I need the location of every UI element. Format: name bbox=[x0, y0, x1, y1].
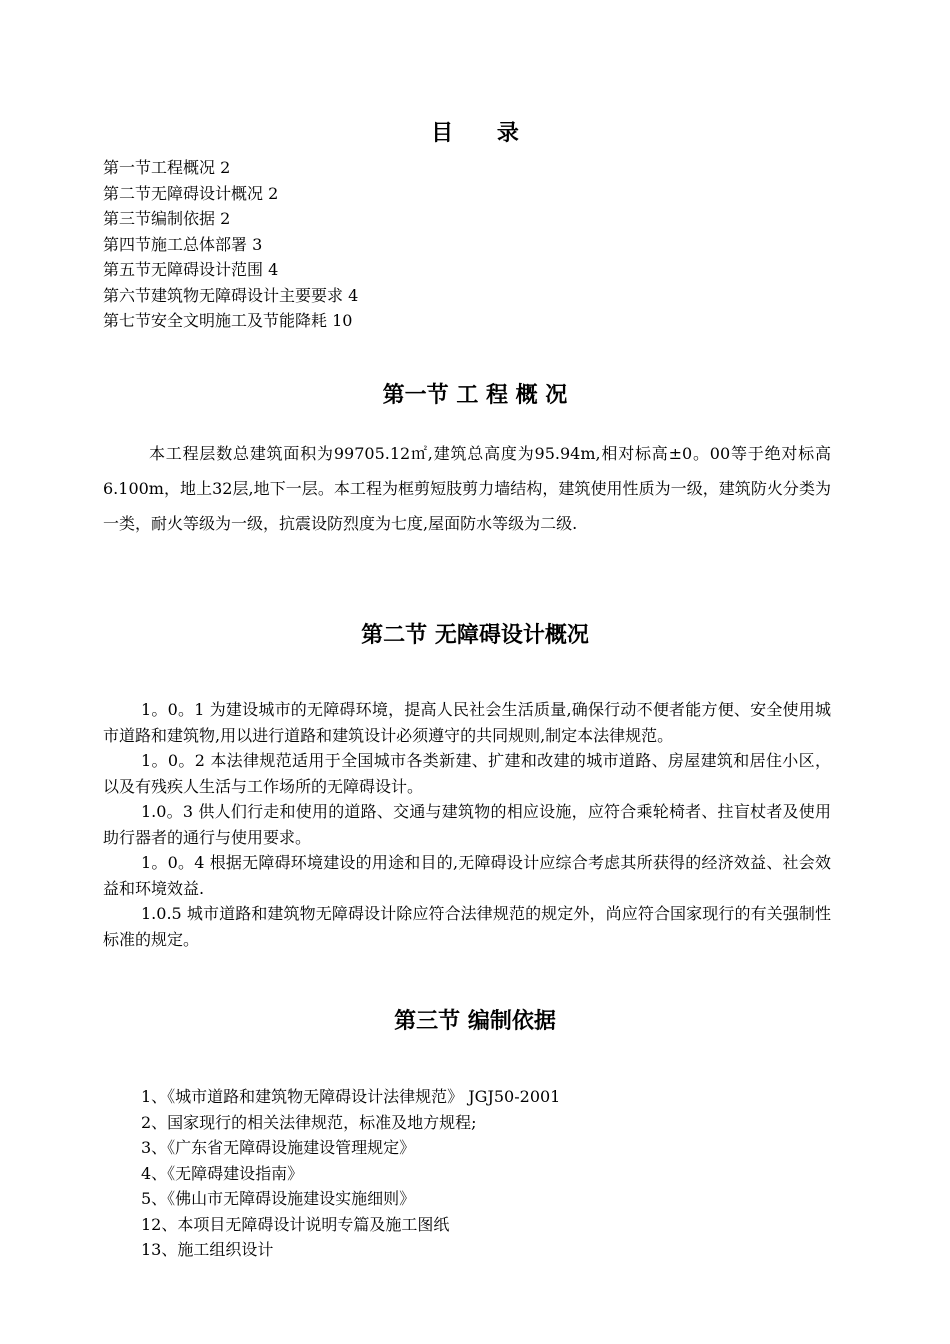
toc-item[interactable]: 第一节工程概况 2 bbox=[103, 158, 231, 177]
clause-paragraph: 1.0。3 供人们行走和使用的道路、交通与建筑物的相应设施，应符合乘轮椅者、拄盲杖者及使用助行器者的通行与使用要求。 bbox=[103, 802, 831, 847]
table-of-contents bbox=[103, 155, 358, 334]
reference-item: 1、《城市道路和建筑物无障碍设计法律规范》 JGJ50-2001 bbox=[141, 1087, 561, 1106]
reference-item: 12、本项目无障碍设计说明专篇及施工图纸 bbox=[141, 1214, 450, 1234]
toc-item[interactable]: 第四节施工总体部署 3 bbox=[103, 234, 263, 254]
reference-list bbox=[141, 1084, 560, 1263]
clause-paragraph: 1。0。2 本法律规范适用于全国城市各类新建、扩建和改建的城市道路、房屋建筑和居住小区，以及有残疾人生活与工作场所的无障碍设计。 bbox=[103, 751, 831, 796]
toc-item[interactable]: 第七节安全文明施工及节能降耗 10 bbox=[103, 311, 353, 330]
clause-paragraph: 1。0。4 根据无障碍环境建设的用途和目的,无障碍设计应综合考虑其所获得的经济效益、社会效益和环境效益. bbox=[103, 853, 831, 898]
toc-title: 目 录 bbox=[431, 121, 537, 146]
clause-paragraph: 1.0.5 城市道路和建筑物无障碍设计除应符合法律规范的规定外，尚应符合国家现行的有关强制性标准的规定。 bbox=[103, 904, 831, 949]
toc-item[interactable]: 第五节无障碍设计范围 4 bbox=[103, 260, 279, 279]
reference-item: 3、《广东省无障碍设施建设管理规定》 bbox=[141, 1138, 416, 1157]
toc-item[interactable]: 第三节编制依据 2 bbox=[103, 209, 231, 228]
section2-clauses bbox=[103, 697, 831, 952]
toc-item[interactable]: 第六节建筑物无障碍设计主要要求 4 bbox=[103, 285, 359, 305]
reference-item: 2、国家现行的相关法律规范，标准及地方规程; bbox=[141, 1112, 477, 1132]
section3-heading: 第三节 编制依据 bbox=[394, 1009, 556, 1034]
reference-item: 13、施工组织设计 bbox=[141, 1240, 274, 1259]
reference-item: 5、《佛山市无障碍设施建设实施细则》 bbox=[141, 1189, 416, 1208]
reference-item: 4、《无障碍建设指南》 bbox=[141, 1163, 304, 1183]
toc-item[interactable]: 第二节无障碍设计概况 2 bbox=[103, 183, 279, 203]
section2-heading: 第二节 无障碍设计概况 bbox=[361, 623, 589, 648]
section1-heading: 第一节 工 程 概 况 bbox=[382, 383, 568, 408]
clause-paragraph: 1。0。1 为建设城市的无障碍环境，提高人民社会生活质量,确保行动不便者能方便、安全使用城市道路和建筑物,用以进行道路和建筑设计必须遵守的共同规则,制定本法律规范。 bbox=[103, 700, 831, 745]
section1-paragraph: 本工程层数总建筑面积为99705.12㎡,建筑总高度为95.94m,相对标高±0。00等于绝对标高6.100m，地上32层,地下一层。本工程为框剪短肢剪力墙结构，建筑使用性质为一级，建筑防火分类为一类，耐火等级为一级，抗震设防烈度为七度,屋面防水等级为二级. bbox=[103, 444, 831, 533]
